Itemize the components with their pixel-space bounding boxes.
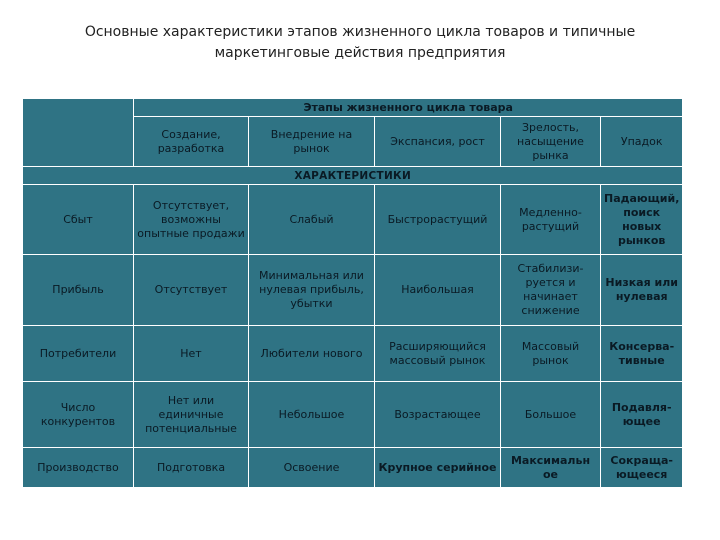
stage-maturity: Зрелость, насыщение рынка	[501, 117, 601, 167]
table-cell: Большое	[501, 382, 601, 448]
table-cell: Отсутствует, возможны опытные продажи	[134, 185, 249, 255]
row-label: Сбыт	[23, 185, 134, 255]
table-cell: Стабилизи-руется и начинает снижение	[501, 255, 601, 326]
table-cell: Низкая или нулевая	[601, 255, 683, 326]
table-cell: Быстрорастущий	[375, 185, 501, 255]
table-row	[23, 255, 683, 326]
table-cell: Падающий, поиск новых рынков	[601, 185, 683, 255]
table-cell: Подавля-ющее	[601, 382, 683, 448]
row-label: Потребители	[23, 326, 134, 382]
stage-introduction: Внедрение на рынок	[249, 117, 375, 167]
table-cell: Отсутствует	[134, 255, 249, 326]
row-label: Прибыль	[23, 255, 134, 326]
page-title	[0, 22, 720, 64]
table-cell: Подготовка	[134, 448, 249, 488]
table-cell: Слабый	[249, 185, 375, 255]
table-cell: Нет	[134, 326, 249, 382]
table-cell: Нет или единичные потенциальные	[134, 382, 249, 448]
stage-development: Создание, разработка	[134, 117, 249, 167]
table-cell: Крупное серийное	[375, 448, 501, 488]
row-label: Число конкурентов	[23, 382, 134, 448]
table-row	[23, 448, 683, 488]
section-header: ХАРАКТЕРИСТИКИ	[23, 167, 683, 185]
table-row	[23, 185, 683, 255]
table-row	[23, 382, 683, 448]
table-cell: Возрастающее	[375, 382, 501, 448]
table-cell: Наибольшая	[375, 255, 501, 326]
title-line-1: Основные характеристики этапов жизненного цикла товаров и типичные	[84, 24, 636, 40]
stage-decline: Упадок	[601, 117, 683, 167]
table-cell: Консерва-тивные	[601, 326, 683, 382]
table-cell: Минимальная или нулевая прибыль, убытки	[249, 255, 375, 326]
stages-header-row	[23, 99, 683, 117]
lifecycle-table	[22, 98, 683, 488]
table-cell: Массовый рынок	[501, 326, 601, 382]
table-row	[23, 326, 683, 382]
table-cell: Сокраща-ющееся	[601, 448, 683, 488]
table-cell: Медленно-растущий	[501, 185, 601, 255]
title-line-2: маркетинговые действия предприятия	[214, 45, 506, 61]
corner-cell	[23, 99, 134, 167]
table-cell: Любители нового	[249, 326, 375, 382]
section-header-row	[23, 167, 683, 185]
table-cell: Расширяющийся массовый рынок	[375, 326, 501, 382]
table-cell: Освоение	[249, 448, 375, 488]
row-label: Производство	[23, 448, 134, 488]
table-cell: Небольшое	[249, 382, 375, 448]
stage-growth: Экспансия, рост	[375, 117, 501, 167]
table-cell: Максимальн ое	[501, 448, 601, 488]
stages-header: Этапы жизненного цикла товара	[134, 99, 683, 117]
